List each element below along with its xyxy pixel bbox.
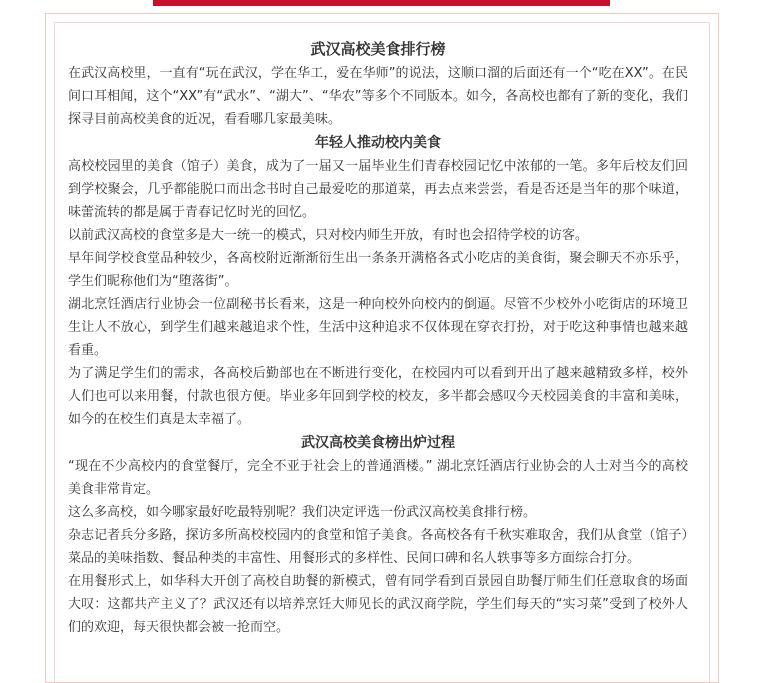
section-heading-young-people: 年轻人推动校内美食 bbox=[315, 135, 441, 151]
section2-paragraph: 杂志记者兵分多路，探访多所高校校园内的食堂和馆子美食。各高校各有千秋实难取舍，我们从食堂（馆子）菜品的美味指数、餐品种类的丰富性、用餐形式的多样性、民间口碑和名人轶事等多方面综合打分。 bbox=[68, 528, 688, 566]
section1-paragraph: 为了满足学生们的需求，各高校后勤部也在不断进行变化，在校园内可以看到开出了越来越精致多样，校外人们也可以来用餐，付款也很方便。毕业多年回到学校的校友，多半都会感叹今天校园美食的丰富和美味，如今的在校生们真是太幸福了。 bbox=[68, 366, 688, 427]
section1-paragraph: 高校校园里的美食（馆子）美食，成为了一届又一届毕业生们青春校园记忆中浓郁的一笔。多年后校友们回到学校聚会，几乎都能脱口而出念书时自己最爱吃的那道菜，再去点来尝尝，看是否还是当年的那个味道，味蕾流转的都是属于青春记忆时光的回忆。 bbox=[68, 159, 688, 220]
article-content bbox=[68, 36, 688, 639]
article-title: 武汉高校美食排行榜 bbox=[310, 40, 446, 58]
section2-paragraph: 这么多高校，如今哪家最好吃最特别呢？我们决定评选一份武汉高校美食排行榜。 bbox=[68, 505, 537, 520]
top-banner bbox=[153, 0, 610, 6]
section2-paragraph: 在用餐形式上，如华科大开创了高校自助餐的新模式，曾有同学看到百景园自助餐厅师生们任意取食的场面大叹：这都共产主义了？武汉还有以培养烹饪大师见长的武汉商学院，学生们每天的“实习菜”受到了校外人们的欢迎，每天很快都会被一抢而空。 bbox=[68, 574, 688, 635]
section1-paragraph: 湖北烹饪酒店行业协会一位副秘书长看来，这是一种向校外向校内的倒逼。尽管不少校外小吃街店的环境卫生让人不放心，到学生们越来越追求个性，生活中这种追求不仅体现在穿衣打扮，对于吃这种事情也越来越看重。 bbox=[68, 297, 688, 358]
section2-paragraph: “现在不少高校内的食堂餐厅，完全不亚于社会上的普通酒楼。” 湖北烹饪酒店行业协会的人士对当今的高校美食非常肯定。 bbox=[68, 459, 688, 497]
section-heading-ranking-process: 武汉高校美食榜出炉过程 bbox=[301, 435, 455, 451]
intro-paragraph: 在武汉高校里，一直有“玩在武汉，学在华工，爱在华师”的说法，这顺口溜的后面还有一个“吃在XX”。在民间口耳相闻，这个“XX”有“武水”、“湖大”、“华农”等多个不同版本。如今，各高校也都有了新的变化，我们探寻目前高校美食的近况，看看哪几家最美味。 bbox=[68, 66, 688, 127]
section1-paragraph: 早年间学校食堂品种较少，各高校附近渐渐衍生出一条条开满格各式小吃店的美食街，聚会聊天不亦乐乎，学生们昵称他们为“堕落街”。 bbox=[68, 251, 688, 289]
section1-paragraph: 以前武汉高校的食堂多是大一统一的模式，只对校内师生开放，有时也会招待学校的访客。 bbox=[68, 228, 589, 243]
